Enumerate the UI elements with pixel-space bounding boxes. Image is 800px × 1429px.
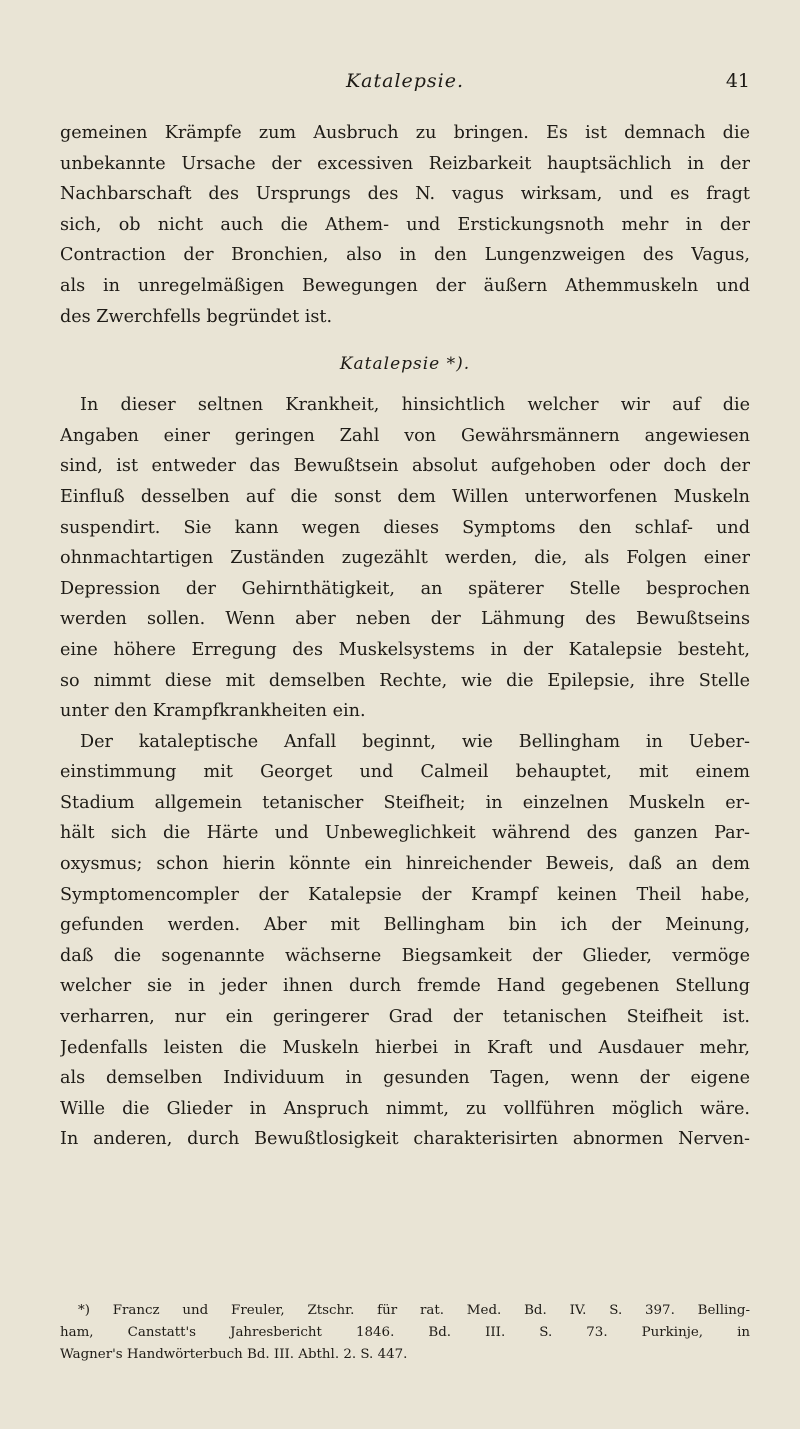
text-line: verharren, nur ein geringerer Grad der tetanischen Steifheit ist. xyxy=(60,1007,750,1028)
text-line: eine höhere Erregung des Muskelsystems in der Katalepsie besteht, xyxy=(60,639,750,660)
text-line: Der kataleptische Anfall beginnt, wie Bellingham in Ueber- xyxy=(80,731,750,752)
text-line: werden sollen. Wenn aber neben der Lähmung des Bewußtseins xyxy=(60,609,750,630)
text-line: so nimmt diese mit demselben Rechte, wie die Epilepsie, ihre Stelle xyxy=(60,670,750,691)
text-line: unter den Krampfkrankheiten ein. xyxy=(60,701,366,722)
text-line: suspendirt. Sie kann wegen dieses Symptoms den schlaf- und xyxy=(60,517,750,538)
text-line: als demselben Individuum in gesunden Tagen, wenn der eigene xyxy=(60,1068,750,1089)
footnote xyxy=(60,1300,750,1366)
text-line: Jedenfalls leisten die Muskeln hierbei in Kraft und Ausdauer mehr, xyxy=(60,1037,750,1058)
text-line: sich, ob nicht auch die Athem- und Erstickungsnoth mehr in der xyxy=(60,214,750,235)
footnote-line: Wagner's Handwörterbuch Bd. III. Abthl. 2. S. 447. xyxy=(60,1347,408,1362)
text-line: Nachbarschaft des Ursprungs des N. vagus wirksam, und es fragt xyxy=(60,184,750,205)
text-line: In dieser seltnen Krankheit, hinsichtlich welcher wir auf die xyxy=(80,395,750,416)
page-number: 41 xyxy=(725,70,750,92)
section-heading: Katalepsie *). xyxy=(339,354,471,375)
text-line: Angaben einer geringen Zahl von Gewährsmännern angewiesen xyxy=(60,425,750,446)
text-line: unbekannte Ursache der excessiven Reizbarkeit hauptsächlich in der xyxy=(60,153,750,174)
text-line: daß die sogenannte wächserne Biegsamkeit der Glieder, vermöge xyxy=(60,945,750,966)
text-line: Wille die Glieder in Anspruch nimmt, zu vollführen möglich wäre. xyxy=(60,1098,750,1119)
page-header xyxy=(60,70,750,100)
footnote-line: *) Francz und Freuler, Ztschr. für rat. Med. Bd. IV. S. 397. Belling- xyxy=(78,1303,750,1318)
text-line: In anderen, durch Bewußtlosigkeit charakterisirten abnormen Nerven- xyxy=(60,1129,750,1150)
paragraph-1 xyxy=(60,118,750,332)
text-line: als in unregelmäßigen Bewegungen der äußern Athemmuskeln und xyxy=(60,275,750,296)
text-line: oxysmus; schon hierin könnte ein hinreichender Beweis, daß an dem xyxy=(60,854,750,875)
paragraph-2 xyxy=(60,390,750,727)
text-line: welcher sie in jeder ihnen durch fremde Hand gegebenen Stellung xyxy=(60,976,750,997)
text-line: Contraction der Bronchien, also in den Lungenzweigen des Vagus, xyxy=(60,245,750,266)
page-body xyxy=(60,118,750,1155)
text-line: Stadium allgemein tetanischer Steifheit; in einzelnen Muskeln er- xyxy=(60,792,750,813)
text-line: hält sich die Härte und Unbeweglichkeit während des ganzen Par- xyxy=(60,823,750,844)
text-line: Einfluß desselben auf die sonst dem Willen unterworfenen Muskeln xyxy=(60,486,750,507)
text-line: Symptomencompler der Katalepsie der Krampf keinen Theil habe, xyxy=(60,884,750,905)
running-head: Katalepsie. xyxy=(345,70,465,92)
text-line: gefunden werden. Aber mit Bellingham bin ich der Meinung, xyxy=(60,915,750,936)
footnote-line: ham, Canstatt's Jahresbericht 1846. Bd. III. S. 73. Purkinje, in xyxy=(60,1325,750,1340)
text-line: ohnmachtartigen Zuständen zugezählt werden, die, als Folgen einer xyxy=(60,548,750,569)
text-line: des Zwerchfells begründet ist. xyxy=(60,306,333,327)
paragraph-3 xyxy=(60,727,750,1155)
text-line: Depression der Gehirnthätigkeit, an späterer Stelle besprochen xyxy=(60,578,750,599)
text-line: einstimmung mit Georget und Calmeil behauptet, mit einem xyxy=(60,762,750,783)
text-line: gemeinen Krämpfe zum Ausbruch zu bringen. Es ist demnach die xyxy=(60,123,750,143)
text-line: sind, ist entweder das Bewußtsein absolut aufgehoben oder doch der xyxy=(60,456,750,477)
